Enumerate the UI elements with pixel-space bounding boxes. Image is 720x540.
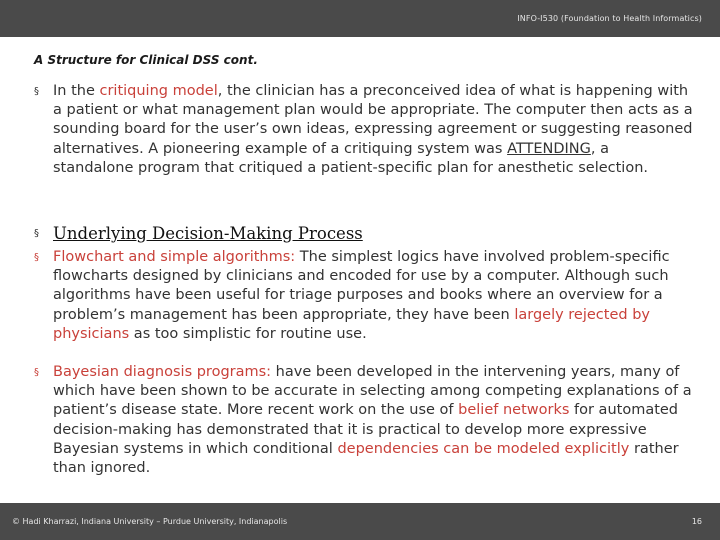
attending-term: ATTENDING bbox=[507, 140, 591, 157]
highlight-critiquing-model: critiquing model bbox=[99, 83, 218, 99]
bullet-icon: § bbox=[34, 252, 39, 263]
bullet-bayesian-diagnosis bbox=[34, 363, 694, 478]
copyright-text: © Hadi Kharrazi, Indiana University – Purdue University, Indianapolis bbox=[12, 517, 288, 526]
section-heading-decision-process bbox=[34, 224, 694, 243]
bullet-icon: § bbox=[34, 367, 39, 378]
bullet-text bbox=[53, 363, 694, 478]
text-run: , a standalone program that critiqued a patient-specific plan for anesthetic selection. bbox=[53, 140, 648, 176]
slide-title: A Structure for Clinical DSS cont. bbox=[34, 53, 258, 67]
bullet-icon: § bbox=[34, 228, 39, 239]
highlight-rejected: largely rejected by physicians bbox=[53, 306, 650, 342]
text-run: rather than ignored. bbox=[53, 440, 679, 477]
highlight-flowchart: Flowchart and simple algorithms: bbox=[53, 249, 296, 265]
text-run: The simplest logics have involved problem-specific flowcharts designed by clinicians and encoded for use by a computer. Although such algorithms have been useful for triage purposes and books where an overview for a problem’s management has been appropriate, they have been bbox=[53, 249, 670, 323]
course-title: INFO-I530 (Foundation to Health Informatics) bbox=[517, 14, 702, 23]
text-run: In the bbox=[53, 83, 100, 99]
bullet-text bbox=[53, 248, 694, 344]
highlight-bayesian: Bayesian diagnosis programs: bbox=[53, 364, 272, 380]
section-heading-text: Underlying Decision-Making Process bbox=[53, 224, 363, 243]
text-run: as too simplistic for routine use. bbox=[129, 325, 367, 342]
bullet-icon: § bbox=[34, 86, 39, 97]
bullet-text bbox=[53, 82, 694, 178]
text-run: have been developed in the intervening years, many of which have been shown to be accurate in selecting among competing explanations of a patient’s disease state. More recent work on the use of bbox=[53, 364, 692, 419]
footer-bar bbox=[0, 503, 720, 540]
text-run: for automated decision-making has demonstrated that it is practical to develop more expressive Bayesian systems in which conditional bbox=[53, 402, 679, 457]
header-bar bbox=[0, 0, 720, 37]
highlight-dependencies: dependencies can be modeled explicitly bbox=[337, 440, 630, 457]
bullet-flowchart-algorithms bbox=[34, 248, 694, 344]
text-run: , the clinician has a preconceived idea of what is happening with a patient or what management plan would be appropriate. The computer then acts as a sounding board for the user’s own ideas, expressing agreement or suggesting reasoned alternatives. A pioneering example of a critiquing system was bbox=[53, 83, 693, 157]
page-number: 16 bbox=[691, 517, 702, 526]
highlight-belief-networks: belief networks bbox=[458, 402, 570, 419]
bullet-critiquing-model bbox=[34, 82, 694, 178]
